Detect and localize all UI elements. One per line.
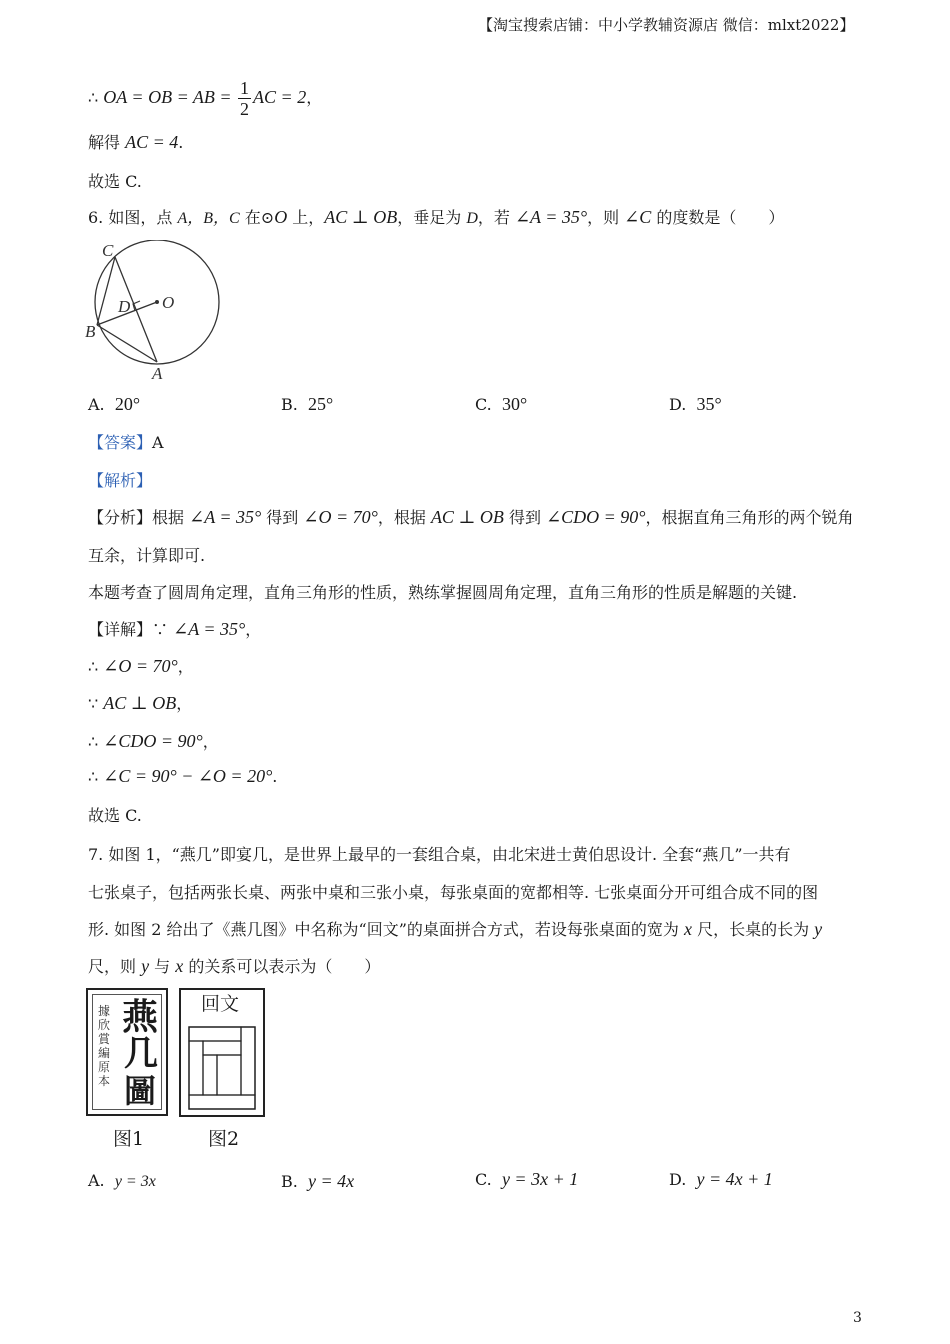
detail-math: ∠CDO = 90° xyxy=(103,731,203,751)
label-o: O xyxy=(162,293,175,312)
fenxi-math: AC ⊥ OB xyxy=(430,507,504,527)
q6-stem-part: ，垂足为 xyxy=(397,208,467,227)
q6-summary: 本题考查了圆周角定理，直角三角形的性质，熟练掌握圆周角定理，直角三角形的性质是解题的关键. xyxy=(88,583,798,602)
period: . xyxy=(178,133,184,152)
q7-line-2: 七张桌子，包括两张长桌、两张中桌和三张小桌，每张桌面的宽都相等. 七张桌面分开可组合成不同的图 xyxy=(88,883,819,902)
q7-option-a xyxy=(88,1171,156,1191)
var-y: y xyxy=(141,956,150,976)
q6-detail-3 xyxy=(88,691,192,714)
therefore-symbol: ∴ xyxy=(88,732,104,751)
q7-option-d xyxy=(669,1169,773,1190)
q6-foot-d: D xyxy=(466,210,478,227)
q6-angle-a: ∠A = 35° xyxy=(514,207,588,227)
answer-tag: 【答案】 xyxy=(88,433,153,452)
q6-stem-part: 的度数是（ ） xyxy=(651,208,785,227)
option-value: y = 4x xyxy=(308,1171,355,1191)
fenxi-math: ∠O = 70° xyxy=(303,507,378,527)
option-value: y = 3x + 1 xyxy=(501,1169,579,1189)
fenxi-text: 得到 xyxy=(503,508,547,527)
var-y: y xyxy=(814,919,823,939)
equation-ac-2: AC = 2 xyxy=(253,87,307,107)
q6-stem-part: ，若 xyxy=(477,208,515,227)
q7-text: 尺，则 xyxy=(88,957,142,976)
q6-option-d xyxy=(669,394,722,415)
equation-ac-4: AC = 4 xyxy=(125,132,179,152)
fig1-caption: 图1 xyxy=(113,1128,145,1150)
prev-line-1 xyxy=(88,77,322,119)
q6-angle-c: ∠C xyxy=(624,207,652,227)
option-letter: C. xyxy=(475,395,492,414)
q7-option-c xyxy=(475,1169,578,1190)
option-letter: D. xyxy=(669,395,687,414)
fenxi-math: ∠CDO = 90° xyxy=(546,507,646,527)
answer-value: A xyxy=(152,433,164,452)
option-letter: C. xyxy=(475,1170,492,1189)
q6-stem-part: 上， xyxy=(287,208,325,227)
comma: ， xyxy=(202,732,219,751)
var-x: x xyxy=(683,919,692,939)
detail-math: AC ⊥ OB xyxy=(103,693,177,713)
fenxi-text: 根据 xyxy=(152,508,190,527)
q7-line-3 xyxy=(88,917,822,940)
q6-option-c xyxy=(475,394,527,415)
prev-line-2 xyxy=(88,130,183,153)
option-letter: A. xyxy=(88,1171,105,1190)
option-value: 30° xyxy=(501,394,528,414)
because-symbol: ∵ xyxy=(152,620,174,639)
fig2-title: 回文 xyxy=(201,993,240,1015)
detail-math: ∠C = 90° − ∠O = 20° xyxy=(103,766,273,786)
label-d: D xyxy=(118,297,131,316)
q6-conclusion: 故选 C. xyxy=(88,806,142,825)
q6-option-b xyxy=(281,394,333,415)
q6-circle-figure xyxy=(85,240,230,382)
option-letter: B. xyxy=(281,395,298,414)
page-number: 3 xyxy=(853,1310,862,1326)
q7-text: 形. 如图 2 给出了《燕几图》中名称为“回文”的桌面拼合方式，若设每张桌面的宽为 xyxy=(88,920,684,939)
therefore-symbol: ∴ xyxy=(88,767,104,786)
q6-points: A，B，C xyxy=(177,210,240,227)
q6-stem-part: ，则 xyxy=(587,208,625,227)
fenxi-math: ∠A = 35° xyxy=(189,507,262,527)
label-b: B xyxy=(85,322,96,341)
page-header: 【淘宝搜索店铺：中小学教辅资源店 微信：mlxt2022】 xyxy=(478,16,855,34)
therefore-symbol: ∴ xyxy=(88,657,104,676)
q6-detail-2 xyxy=(88,654,194,677)
q7-line-1: 7. 如图 1，“燕几”即宴几，是世界上最早的一套组合桌，由北宋进士黄伯思设计. 全套“燕几”一共有 xyxy=(88,845,791,864)
center-dot xyxy=(155,300,159,304)
option-value: 35° xyxy=(696,394,722,414)
solve-text: 解得 xyxy=(88,133,126,152)
fenxi-tag: 【分析】 xyxy=(88,508,153,527)
period: . xyxy=(272,767,278,786)
detail-math: ∠O = 70° xyxy=(103,656,178,676)
q7-text: 的关系可以表示为（ ） xyxy=(183,957,381,976)
q6-stem-part: 在⊙ xyxy=(239,208,275,227)
equation-oa-ob-ab: OA = OB = AB = xyxy=(103,87,237,107)
q6-detail-5 xyxy=(88,766,277,787)
q6-stem-part: 6. 如图，点 xyxy=(88,208,178,227)
option-letter: B. xyxy=(281,1172,298,1191)
var-x: x xyxy=(175,956,184,976)
q7-figure-1 xyxy=(86,988,168,1116)
fig1-big-2: 几 xyxy=(124,1034,158,1074)
fig1-big-3: 圖 xyxy=(124,1072,157,1110)
fig1-big-1: 燕 xyxy=(122,996,159,1038)
option-letter: D. xyxy=(669,1170,687,1189)
because-symbol: ∵ xyxy=(88,694,104,713)
fraction-one-half xyxy=(238,78,251,119)
therefore-symbol: ∴ xyxy=(88,88,104,107)
q6-option-a xyxy=(88,394,140,415)
q6-stem xyxy=(88,205,784,228)
q6-fenxi-line2: 互余，计算即可. xyxy=(88,546,206,565)
q7-text: 尺，长桌的长为 xyxy=(691,920,815,939)
comma: ， xyxy=(177,657,194,676)
q7-figure-2 xyxy=(179,988,265,1117)
q6-detail-4 xyxy=(88,729,219,752)
fraction-denominator: 2 xyxy=(240,99,250,119)
comma: ， xyxy=(245,620,262,639)
fraction-numerator: 1 xyxy=(240,78,250,98)
q6-detail-1 xyxy=(88,617,261,640)
option-value: y = 4x + 1 xyxy=(696,1169,773,1189)
xiangjie-tag: 【详解】 xyxy=(88,620,153,639)
q7-option-b xyxy=(281,1171,354,1192)
q6-answer xyxy=(88,430,164,453)
q6-perp: AC ⊥ OB xyxy=(324,207,398,227)
fenxi-text: ，根据直角三角形的两个锐角 xyxy=(645,508,854,527)
q7-line-4 xyxy=(88,954,380,977)
fig2-caption: 图2 xyxy=(208,1128,240,1150)
fenxi-text: ，根据 xyxy=(377,508,431,527)
prev-conclusion: 故选 C. xyxy=(88,172,142,191)
fenxi-text: 得到 xyxy=(261,508,304,527)
option-value: y = 3x xyxy=(114,1173,156,1190)
q6-analysis-tag: 【解析】 xyxy=(88,471,153,490)
option-value: 20° xyxy=(114,394,141,414)
q6-circle-o: O xyxy=(274,207,288,227)
detail-math: ∠A = 35° xyxy=(173,619,246,639)
option-value: 25° xyxy=(308,394,334,414)
label-a: A xyxy=(152,364,163,382)
comma: ， xyxy=(306,88,323,107)
q7-text: 与 xyxy=(149,957,176,976)
fig1-side-text: 據欣賞編原本 xyxy=(98,1004,111,1088)
q6-fenxi-line1 xyxy=(88,505,854,528)
comma: ， xyxy=(176,694,193,713)
option-letter: A. xyxy=(88,395,105,414)
fig2-tables xyxy=(188,1026,256,1110)
label-c: C xyxy=(102,241,114,260)
